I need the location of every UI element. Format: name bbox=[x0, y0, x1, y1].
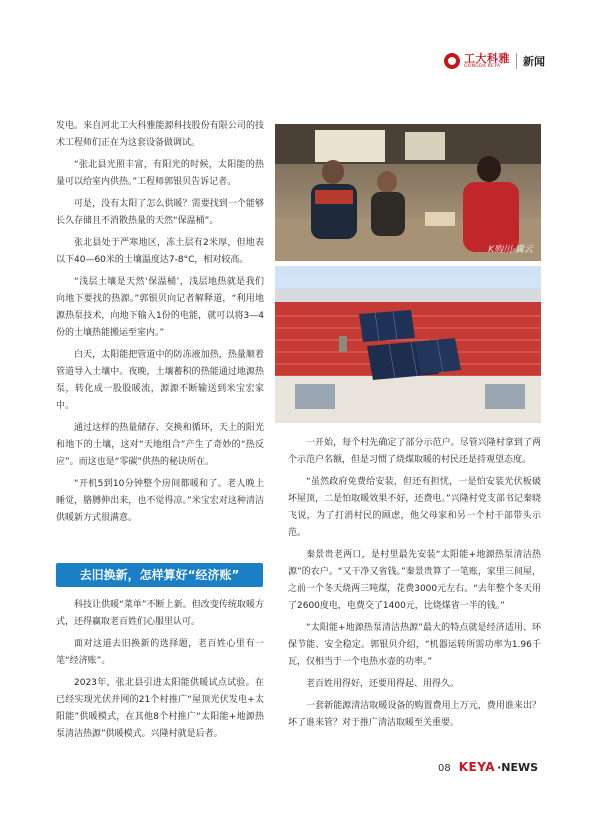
left-column-bottom bbox=[56, 597, 264, 748]
logo-chinese: 工大科雅 bbox=[464, 51, 510, 65]
page-number: 08 bbox=[438, 763, 451, 774]
page-footer bbox=[438, 760, 538, 774]
paragraph: 一开始，每个村先确定了部分示范户。尽管兴隆村拿到了两个示范户名额，但是习惯了烧煤取暖的村民还是持观望态度。 bbox=[288, 438, 541, 465]
indoor-scene-icon bbox=[275, 124, 541, 261]
indoor-interview-photo bbox=[275, 124, 541, 261]
paragraph: “开机5到10分钟整个房间都暖和了。老人晚上睡觉，胳膊伸出来，也不觉得凉。”米宝宏对这种清洁供暖新方式很满意。 bbox=[56, 479, 264, 523]
footer-brand: KEYA bbox=[458, 760, 496, 774]
header-section-label: 新闻 bbox=[523, 55, 545, 68]
paragraph: “虽然政府免费给安装，但还有担忧，一是怕安装光伏板破坏屋顶，二是怕取暖效果不好，还费电。”兴隆村党支部书记秦晓飞说，为了打消村民的顾虑，他父母家和另一个村干部带头示范。 bbox=[288, 477, 541, 538]
paragraph: 科技让供暖“菜单”不断上新。但改变传统取暖方式，还得赢取老百姓们心服里认可。 bbox=[56, 600, 264, 627]
paragraph: 2023年，张北县引进太阳能供暖试点试验。在已经实现光伏并网的21个村推广“屋顶光伏发电+太阳能”供暖模式，在其他8个村推广“太阳能+地源热泵清洁热源”供暖模式。兴隆村就是后者。 bbox=[56, 678, 264, 739]
logo-english: GONGDA KEYA bbox=[464, 63, 501, 69]
paragraph: “浅层土壤是天然‘保温桶’，浅层地热就是我们向地下要找的热源。”郭银贝向记者解释道，“利用地源热泵技术，向地下输入1份的电能，就可以将3—4份的土壤热能搬运至室内。” bbox=[56, 277, 264, 338]
paragraph: “太阳能+地源热泵清洁热源”最大的特点就是经济适用、环保节能、安全稳定。郭银贝介绍，“机器运转所需功率为1.96千瓦，仅相当于一个电热水壶的功率。” bbox=[288, 623, 541, 667]
paragraph: 可是，没有太阳了怎么供暖？需要找到一个能够长久存储且不消散热量的天然“保温桶”。 bbox=[56, 199, 264, 226]
paragraph: 白天，太阳能把管道中的防冻液加热，热量顺着管道导入土壤中。夜晚，土壤蓄积的热能通过地源热泵，转化成一股股暖流，源源不断输送到米宝宏家中。 bbox=[56, 350, 264, 411]
photo-watermark: K购川·冀云 bbox=[488, 245, 533, 255]
solar-rooftop-icon bbox=[275, 266, 541, 423]
page-header bbox=[444, 50, 604, 72]
paragraph: 面对这道去旧换新的选择题，老百姓心里有一笔“经济账”。 bbox=[56, 639, 264, 666]
rooftop-solar-photo bbox=[275, 266, 541, 423]
paragraph: 张北县处于严寒地区，冻土层有2米厚，但地表以下40—60米的土壤温度达7-8°C，相对较高。 bbox=[56, 238, 264, 265]
paragraph: 秦景贵老两口，是村里最先安装“太阳能+地源热泵清洁热源”的农户。“又干净又省钱。”秦景贵算了一笔账，家里三间屋，之前一个冬天烧两三吨煤，花费3000元左右。“去年整个冬天用了2600度电，电费交了1400元，比烧煤省一半的钱。” bbox=[288, 550, 541, 611]
paragraph: “张北县光照丰富，有阳光的时候，太阳能的热量可以给室内供热。”工程师郭银贝告诉记者。 bbox=[56, 160, 264, 187]
left-column-top bbox=[56, 118, 264, 532]
section-heading: 去旧换新，怎样算好“经济账” bbox=[56, 563, 263, 587]
footer-brand-suffix: ·NEWS bbox=[497, 761, 539, 774]
paragraph: 通过这样的热量储存、交换和循环，天上的阳光和地下的土壤，这对“天地组合”产生了奇妙的“热反应”。而这也是“零碳”供热的秘诀所在。 bbox=[56, 423, 264, 467]
right-column bbox=[288, 435, 541, 737]
paragraph: 一套新能源清洁取暖设备的购置费用上万元，费用谁来出？坏了谁来管？对于推广清洁取暖至关重要。 bbox=[288, 701, 541, 728]
paragraph: 发电。来自河北工大科雅能源科技股份有限公司的技术工程师们正在为这套设备做调试。 bbox=[56, 121, 264, 148]
keya-logo-icon bbox=[444, 53, 460, 69]
header-divider bbox=[516, 53, 517, 69]
logo-text bbox=[464, 53, 510, 70]
paragraph: 老百姓用得好，还要用得起、用得久。 bbox=[306, 679, 460, 689]
